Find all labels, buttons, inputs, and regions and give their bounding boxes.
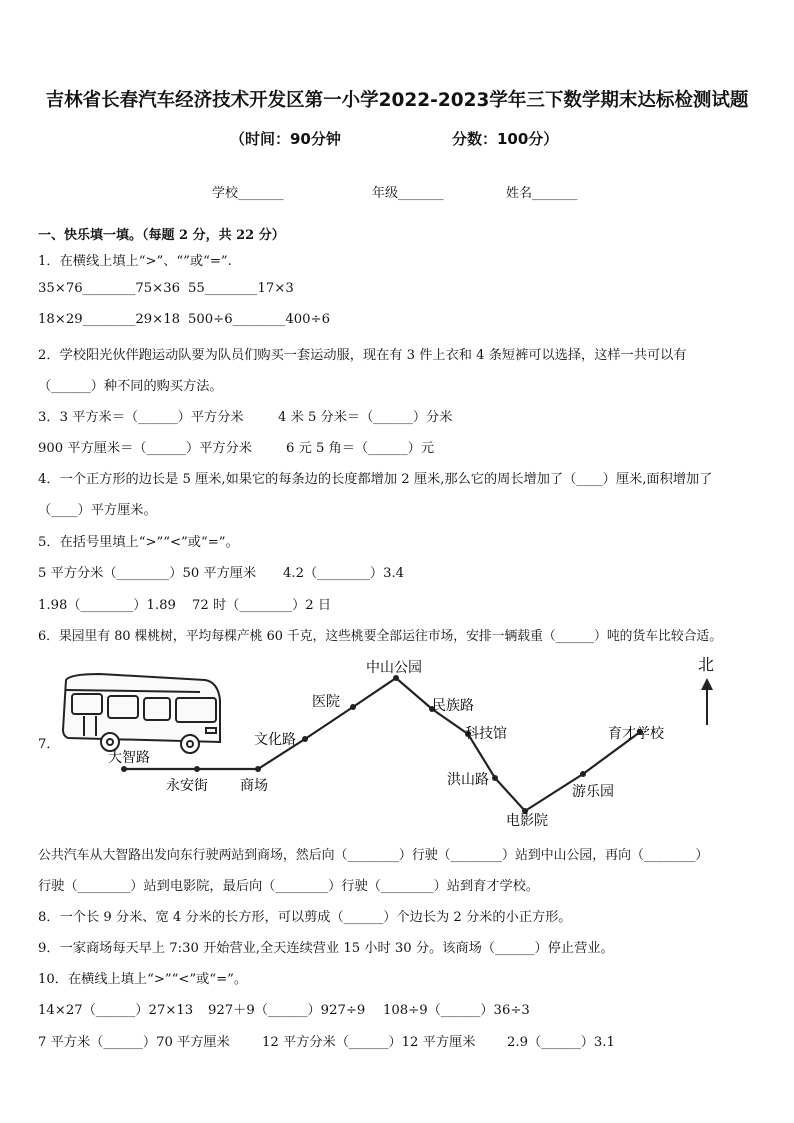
time-limit: （时间：90分钟 [230, 130, 341, 148]
q6-text: 6．果园里有 80 棵桃树，平均每棵产桃 60 千克，这些桃要全部运往市场，安排一辆载重（______）吨的货车比较合适。 [38, 629, 723, 644]
stop-dot [302, 736, 308, 742]
stop-label-dazhi: 大智路 [108, 750, 150, 766]
q5-item: 5 平方分米（________）50 平方厘米 [38, 566, 257, 581]
q1-item: 500÷6________400÷6 [188, 312, 330, 327]
name-field: 姓名_______ [506, 186, 578, 201]
total-score: 分数：100分） [452, 130, 559, 148]
q5-stem: 5．在括号里填上“>”“<”或“=”。 [38, 535, 239, 550]
section-heading: 一、快乐填一填。（每题 2 分，共 22 分） [38, 228, 285, 243]
q10-item: 7 平方米（______）70 平方厘米 [38, 1035, 230, 1050]
stop-dot [350, 704, 356, 710]
stop-label-hongshan: 洪山路 [447, 772, 489, 788]
page-title: 吉林省长春汽车经济技术开发区第一小学2022-2023学年三下数学期末达标检测试题 [45, 90, 749, 111]
q3-item: 4 米 5 分米＝（______）分米 [278, 410, 453, 425]
q5-item: 4.2（________）3.4 [283, 566, 405, 581]
q7-number: 7． [38, 737, 60, 752]
q10-item: 14×27（______）27×13 [38, 1003, 194, 1018]
q8-text: 8．一个长 9 分米、宽 4 分米的长方形，可以剪成（______）个边长为 2 分米的小正方形。 [38, 910, 572, 925]
stop-dot [255, 766, 261, 772]
stop-dot [492, 775, 498, 781]
q3-item: 6 元 5 角＝（______）元 [286, 441, 435, 456]
stop-label-park: 游乐园 [572, 784, 614, 800]
stop-dot [580, 771, 586, 777]
stop-label-wenhua: 文化路 [254, 732, 296, 748]
stop-label-yongan: 永安街 [166, 778, 208, 794]
north-label: 北 [698, 655, 715, 674]
q7-line1: 公共汽车从大智路出发向东行驶两站到商场，然后向（________）行驶（________）站到中山公园，再向（________） [38, 848, 709, 863]
q10-stem: 10．在横线上填上“>”“<”或“=”。 [38, 972, 248, 987]
q3-item: 900 平方厘米＝（______）平方分米 [38, 441, 252, 456]
q10-item: 12 平方分米（______）12 平方厘米 [262, 1035, 476, 1050]
q2-line1: 2．学校阳光伙伴跑运动队要为队员们购买一套运动服，现在有 3 件上衣和 4 条短裤可以选择，这样一共可以有 [38, 348, 687, 363]
stop-label-cinema: 电影院 [506, 813, 548, 829]
q10-item: 108÷9（______）36÷3 [383, 1003, 530, 1018]
stop-label-minzu: 民族路 [432, 698, 474, 714]
q7-line2: 行驶（________）站到电影院，最后向（________）行驶（________）站到育才学校。 [38, 879, 540, 894]
q3-item: 3．3 平方米＝（______）平方分米 [38, 410, 244, 425]
q1-item: 35×76________75×36 [38, 281, 180, 296]
q5-item: 1.98（________）1.89 [38, 598, 176, 613]
stop-label-hospital: 医院 [312, 694, 340, 710]
stop-label-mall: 商场 [240, 778, 268, 794]
north-arrow-icon [701, 678, 713, 725]
q1-item: 55________17×3 [188, 281, 294, 296]
bus-icon [63, 674, 220, 753]
q4-line1: 4．一个正方形的边长是 5 厘米,如果它的每条边的长度都增加 2 厘米,那么它的周长增加了（____）厘米,面积增加了 [38, 472, 713, 487]
q2-line2: （______）种不同的购买方法。 [38, 379, 223, 394]
q4-line2: （____）平方厘米。 [38, 503, 157, 518]
grade-field: 年级_______ [372, 186, 444, 201]
q1-item: 18×29________29×18 [38, 312, 180, 327]
stop-label-school: 育才学校 [608, 726, 664, 742]
school-field: 学校_______ [212, 186, 284, 201]
q10-item: 2.9（______）3.1 [507, 1035, 615, 1050]
stop-label-zhongshan: 中山公园 [366, 660, 422, 676]
stop-dot [121, 766, 127, 772]
q10-item: 927＋9（______）927÷9 [208, 1003, 366, 1018]
q1-stem: 1．在横线上填上“>”、“”或“=”. [38, 254, 232, 269]
bus-route-map [0, 650, 794, 840]
q5-item: 72 时（________）2 日 [192, 598, 332, 613]
stop-label-keji: 科技馆 [465, 726, 507, 742]
stop-dot [194, 766, 200, 772]
q9-text: 9．一家商场每天早上 7:30 开始营业,全天连续营业 15 小时 30 分。该商场（______）停止营业。 [38, 941, 614, 956]
